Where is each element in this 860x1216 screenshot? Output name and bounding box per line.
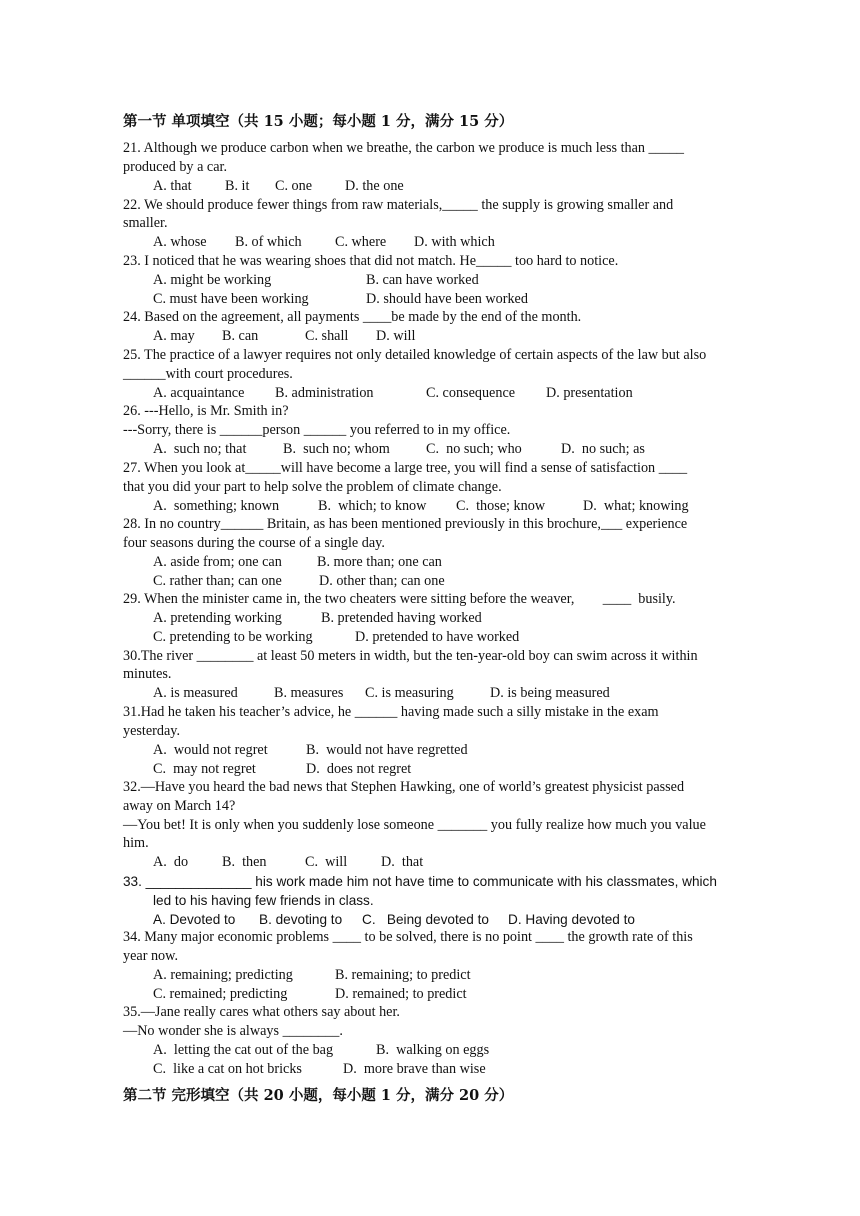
question-21-option-a[interactable]: A. that xyxy=(153,178,192,194)
question-35-line-2: —No wonder she is always ________. xyxy=(123,1023,343,1039)
question-26-line-2: ---Sorry, there is ______person ______ you referred to in my office. xyxy=(123,422,511,438)
question-32-option-d[interactable]: D. that xyxy=(381,854,424,870)
question-30-option-b[interactable]: B. measures xyxy=(274,685,344,701)
question-21-line-2: produced by a car. xyxy=(123,159,227,175)
question-32-option-b[interactable]: B. then xyxy=(222,854,267,870)
question-22-option-c[interactable]: C. where xyxy=(335,234,387,250)
question-29-line-1: 29. When the minister came in, the two cheaters were sitting before the weaver, ____ busily. xyxy=(123,591,676,607)
question-26-line-1: 26. ---Hello, is Mr. Smith in? xyxy=(123,403,289,419)
question-24-line-1: 24. Based on the agreement, all payments ____be made by the end of the month. xyxy=(123,309,582,325)
question-25-line-1: 25. The practice of a lawyer requires not only detailed knowledge of certain aspects of the law but also xyxy=(123,347,707,363)
question-24-option-b[interactable]: B. can xyxy=(222,328,259,344)
question-33-line-1: 33. ______________ his work made him not have time to communicate with his classmates, which xyxy=(123,874,717,889)
question-31-line-2: yesterday. xyxy=(123,723,180,739)
question-27-option-b[interactable]: B. which; to know xyxy=(318,498,427,514)
question-23-option-d[interactable]: D. should have been worked xyxy=(366,291,528,307)
question-31-option-c[interactable]: C. may not regret xyxy=(153,761,256,777)
question-32-line-4: him. xyxy=(123,835,149,851)
question-33-option-a[interactable]: A. Devoted to xyxy=(153,912,236,927)
question-34-line-1: 34. Many major economic problems ____ to be solved, there is no point ____ the growth rate of this xyxy=(123,929,693,945)
question-28-line-1: 28. In no country______ Britain, as has been mentioned previously in this brochure,___ experience xyxy=(123,516,688,532)
question-35-option-a[interactable]: A. letting the cat out of the bag xyxy=(153,1042,334,1058)
question-34-option-b[interactable]: B. remaining; to predict xyxy=(335,967,471,983)
section-1-title: 第一节 单项填空（共 15 小题；每小题 1 分，满分 15 分） xyxy=(123,113,514,130)
question-28-option-d[interactable]: D. other than; can one xyxy=(319,573,445,589)
question-34-option-c[interactable]: C. remained; predicting xyxy=(153,986,288,1002)
question-33-option-b[interactable]: B. devoting to xyxy=(259,912,343,927)
question-31-line-1: 31.Had he taken his teacher’s advice, he ______ having made such a silly mistake in the exam xyxy=(123,704,659,720)
question-23-option-b[interactable]: B. can have worked xyxy=(366,272,479,288)
question-35-option-d[interactable]: D. more brave than wise xyxy=(343,1061,486,1077)
question-25-option-a[interactable]: A. acquaintance xyxy=(153,385,245,401)
question-28-option-b[interactable]: B. more than; one can xyxy=(317,554,442,570)
question-24-option-a[interactable]: A. may xyxy=(153,328,195,344)
question-30-option-a[interactable]: A. is measured xyxy=(153,685,238,701)
question-21-line-1: 21. Although we produce carbon when we breathe, the carbon we produce is much less than _____ xyxy=(123,140,685,156)
question-26-option-d[interactable]: D. no such; as xyxy=(561,441,645,457)
question-30-option-d[interactable]: D. is being measured xyxy=(490,685,610,701)
section-2-title: 第二节 完形填空（共 20 小题，每小题 1 分，满分 20 分） xyxy=(123,1087,514,1104)
question-35-option-c[interactable]: C. like a cat on hot bricks xyxy=(153,1061,302,1077)
question-27-line-2: that you did your part to help solve the problem of climate change. xyxy=(123,479,502,495)
question-26-option-c[interactable]: C. no such; who xyxy=(426,441,522,457)
question-32-option-c[interactable]: C. will xyxy=(305,854,348,870)
question-25-option-d[interactable]: D. presentation xyxy=(546,385,633,401)
question-30-option-c[interactable]: C. is measuring xyxy=(365,685,454,701)
question-31-option-b[interactable]: B. would not have regretted xyxy=(306,742,468,758)
question-29-option-b[interactable]: B. pretended having worked xyxy=(321,610,482,626)
question-24-option-c[interactable]: C. shall xyxy=(305,328,349,344)
question-22-option-a[interactable]: A. whose xyxy=(153,234,207,250)
question-29-option-a[interactable]: A. pretending working xyxy=(153,610,282,626)
question-22-option-b[interactable]: B. of which xyxy=(235,234,302,250)
question-21-option-b[interactable]: B. it xyxy=(225,178,250,194)
question-23-option-a[interactable]: A. might be working xyxy=(153,272,272,288)
question-32-option-a[interactable]: A. do xyxy=(153,854,189,870)
question-29-option-c[interactable]: C. pretending to be working xyxy=(153,629,313,645)
question-27-option-c[interactable]: C. those; know xyxy=(456,498,546,514)
question-25-line-2: ______with court procedures. xyxy=(123,366,293,382)
question-32-line-3: —You bet! It is only when you suddenly lose someone _______ you fully realize how much you value xyxy=(123,817,706,833)
question-27-option-d[interactable]: D. what; knowing xyxy=(583,498,689,514)
question-26-option-a[interactable]: A. such no; that xyxy=(153,441,247,457)
question-23-option-c[interactable]: C. must have been working xyxy=(153,291,309,307)
question-31-option-a[interactable]: A. would not regret xyxy=(153,742,268,758)
question-34-option-d[interactable]: D. remained; to predict xyxy=(335,986,467,1002)
question-32-line-2: away on March 14? xyxy=(123,798,236,814)
question-31-option-d[interactable]: D. does not regret xyxy=(306,761,412,777)
question-27-line-1: 27. When you look at_____will have become a large tree, you will find a sense of satisfaction ____ xyxy=(123,460,688,476)
question-22-line-1: 22. We should produce fewer things from raw materials,_____ the supply is growing smaller and xyxy=(123,197,674,213)
question-34-line-2: year now. xyxy=(123,948,179,964)
question-25-option-c[interactable]: C. consequence xyxy=(426,385,516,401)
question-30-line-2: minutes. xyxy=(123,666,172,682)
question-24-option-d[interactable]: D. will xyxy=(376,328,416,344)
question-23-line-1: 23. I noticed that he was wearing shoes that did not match. He_____ too hard to notice. xyxy=(123,253,619,269)
question-28-option-c[interactable]: C. rather than; can one xyxy=(153,573,282,589)
question-32-line-1: 32.—Have you heard the bad news that Stephen Hawking, one of world’s greatest physicist passed xyxy=(123,779,685,795)
question-22-option-d[interactable]: D. with which xyxy=(414,234,495,250)
question-27-option-a[interactable]: A. something; known xyxy=(153,498,280,514)
question-34-option-a[interactable]: A. remaining; predicting xyxy=(153,967,293,983)
question-35-option-b[interactable]: B. walking on eggs xyxy=(376,1042,490,1058)
question-33-option-d[interactable]: D. Having devoted to xyxy=(508,912,635,927)
question-28-option-a[interactable]: A. aside from; one can xyxy=(153,554,282,570)
question-21-option-c[interactable]: C. one xyxy=(275,178,313,194)
question-33-option-c[interactable]: C. Being devoted to xyxy=(362,912,489,927)
question-33-line-2: led to his having few friends in class. xyxy=(153,893,374,908)
question-26-option-b[interactable]: B. such no; whom xyxy=(283,441,390,457)
question-25-option-b[interactable]: B. administration xyxy=(275,385,374,401)
question-30-line-1: 30.The river ________ at least 50 meters in width, but the ten-year-old boy can swim across it within xyxy=(123,648,698,664)
question-21-option-d[interactable]: D. the one xyxy=(345,178,404,194)
question-22-line-2: smaller. xyxy=(123,215,168,231)
question-35-line-1: 35.—Jane really cares what others say about her. xyxy=(123,1004,400,1020)
question-29-option-d[interactable]: D. pretended to have worked xyxy=(355,629,520,645)
question-28-line-2: four seasons during the course of a single day. xyxy=(123,535,385,551)
